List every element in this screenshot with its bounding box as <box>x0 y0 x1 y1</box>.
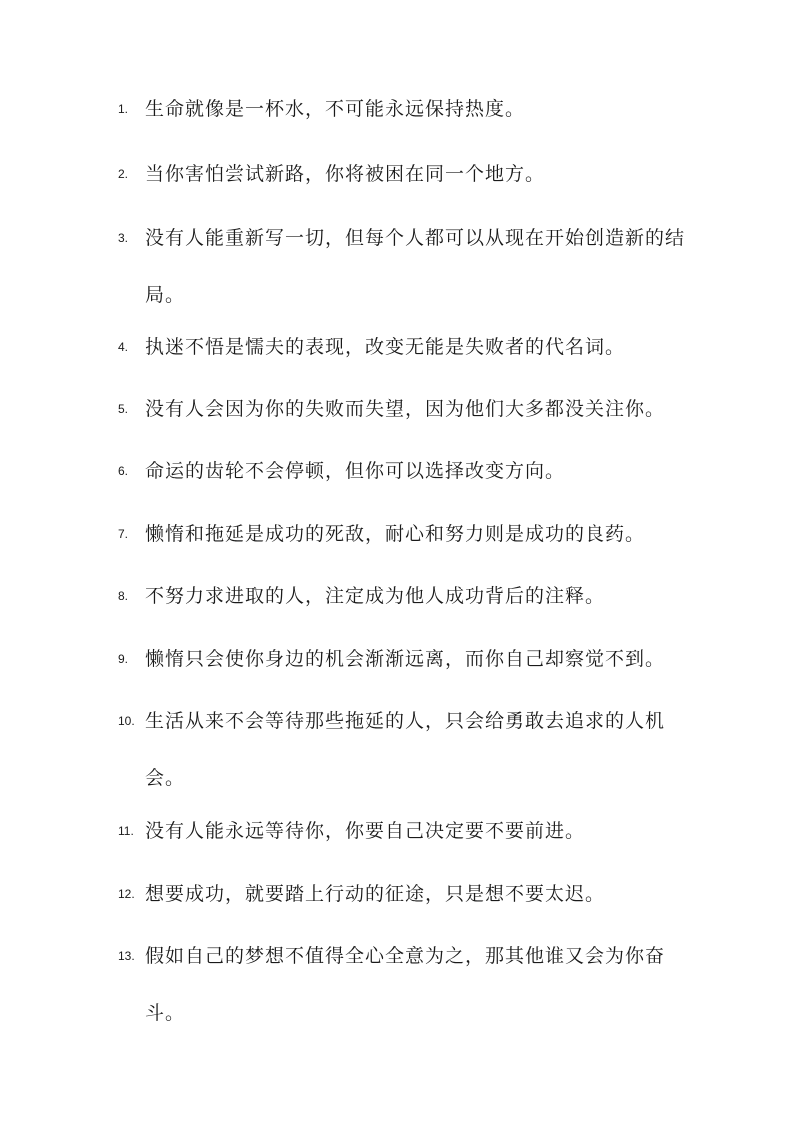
item-number: 2. <box>118 167 129 181</box>
item-text: 不努力求进取的人，注定成为他人成功背后的注释。 <box>145 585 606 607</box>
item-number: 5. <box>118 402 129 416</box>
item-number: 7. <box>118 527 129 541</box>
item-text: 生活从来不会等待那些拖延的人，只会给勇敢去追求的人机会。 <box>145 710 666 789</box>
item-number: 13. <box>118 949 135 963</box>
item-number: 6. <box>118 464 129 478</box>
item-text: 懒惰和拖延是成功的死敌，耐心和努力则是成功的良药。 <box>145 523 646 545</box>
item-text: 懒惰只会使你身边的机会渐渐远离，而你自己却察觉不到。 <box>145 648 666 670</box>
item-text: 当你害怕尝试新路，你将被困在同一个地方。 <box>145 163 546 185</box>
item-number: 3. <box>118 231 129 245</box>
item-text: 没有人能重新写一切，但每个人都可以从现在开始创造新的结局。 <box>145 227 686 306</box>
item-text: 想要成功，就要踏上行动的征途，只是想不要太迟。 <box>145 883 606 905</box>
item-number: 8. <box>118 589 129 603</box>
item-number: 10. <box>118 714 135 728</box>
item-text: 没有人能永远等待你，你要自己决定要不要前进。 <box>145 820 586 842</box>
item-number: 4. <box>118 340 129 354</box>
item-text: 执迷不悟是懦夫的表现，改变无能是失败者的代名词。 <box>145 336 626 358</box>
item-text: 假如自己的梦想不值得全心全意为之，那其他谁又会为你奋斗。 <box>145 945 666 1024</box>
item-number: 1. <box>118 102 129 116</box>
item-number: 11. <box>118 824 134 838</box>
item-number: 12. <box>118 887 135 901</box>
item-text: 生命就像是一杯水，不可能永远保持热度。 <box>145 98 526 120</box>
item-number: 9. <box>118 652 129 666</box>
item-text: 没有人会因为你的失败而失望，因为他们大多都没关注你。 <box>145 398 666 420</box>
item-text: 命运的齿轮不会停顿，但你可以选择改变方向。 <box>145 460 566 482</box>
